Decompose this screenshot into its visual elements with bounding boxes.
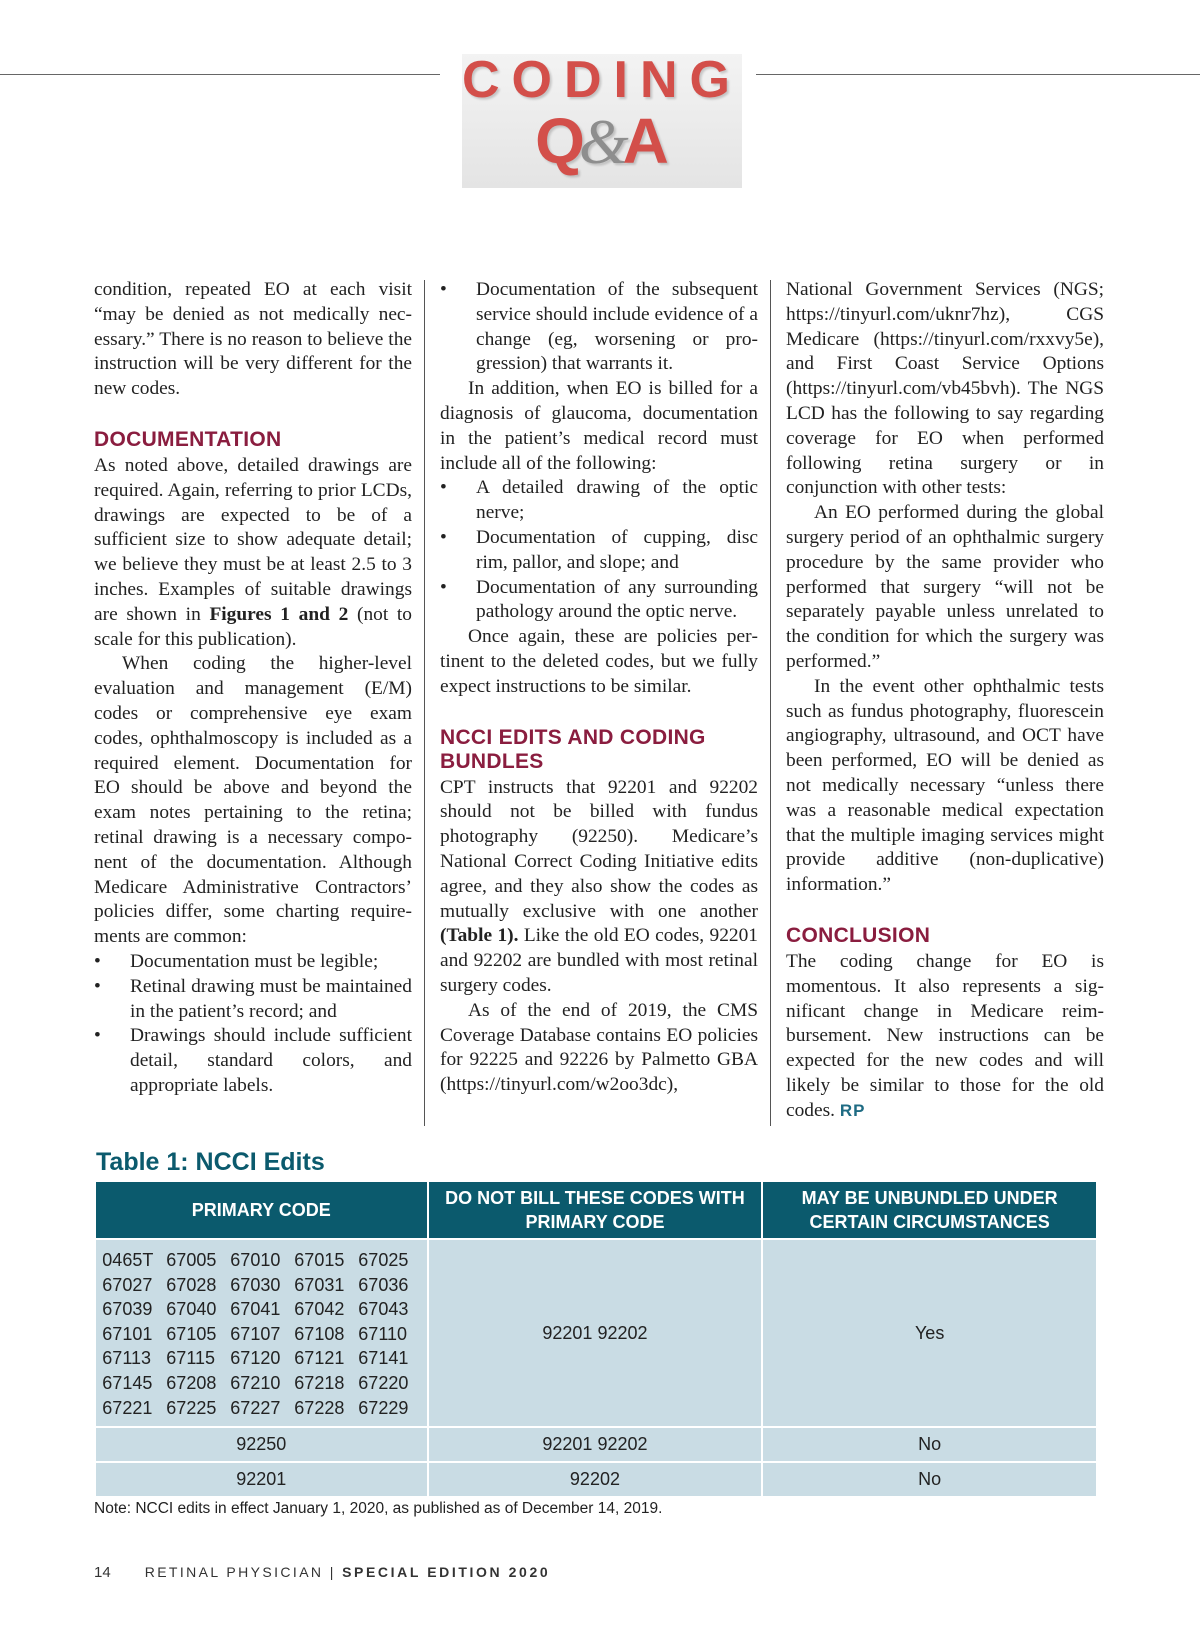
primary-code-cell — [95, 1239, 428, 1427]
primary-code: 67025 — [358, 1250, 409, 1270]
paragraph: An EO performed during the global surgery period of an ophthalmic surgery procedure by the same provider who performed that surgery “will not be separately payable unless unrelated to the condition for which the surgery was performed.” — [786, 502, 1104, 672]
table-title: Table 1: NCCI Edits — [96, 1148, 325, 1176]
column-header-primary-code: PRIMARY CODE — [95, 1181, 428, 1239]
end-mark-rp: RP — [839, 1100, 866, 1120]
paragraph — [786, 950, 1104, 1124]
edition-label: SPECIAL EDITION 2020 — [342, 1564, 551, 1580]
table-header-row — [95, 1181, 1097, 1239]
paragraph: In the event other ophthalmic tests such as fundus photography, fluorescein angiography, ultrasound, and OCT have been performed, EO will be denied as not medically necessary “unless there was a reasonable medical expectation that the multiple imaging services might provide additive (non-duplicative) information.” — [786, 675, 1104, 896]
table-row — [95, 1462, 1097, 1497]
do-not-bill-cell: 92201 92202 — [428, 1427, 763, 1462]
list-item: • Documentation of any surrounding pathology around the optic nerve. — [440, 576, 758, 626]
text-run: (not to scale for this publication). — [94, 603, 412, 650]
ncci-edits-table — [94, 1180, 1098, 1498]
may-be-unbundled-cell: No — [762, 1462, 1097, 1497]
primary-code: 67005 — [166, 1250, 217, 1270]
primary-code: 67221 — [102, 1397, 153, 1418]
table-note: Note: NCCI edits in effect January 1, 2020, as published as of December 14, 2019. — [94, 1500, 663, 1517]
page-footer — [94, 1564, 550, 1581]
header-rule-right — [756, 74, 1200, 75]
paragraph — [440, 776, 758, 999]
paragraph — [94, 454, 412, 652]
primary-code: 67227 — [230, 1397, 281, 1418]
primary-code: 67208 — [166, 1372, 217, 1393]
primary-code: 67110 — [358, 1323, 408, 1344]
primary-code: 67120 — [230, 1348, 281, 1369]
list-item: • Documentation of cupping, disc rim, pallor, and slope; and — [440, 526, 758, 576]
text-run: CPT instructs that 92201 and 92202 should not be billed with fundus photography (92250). Medicare’s National Correct Coding Initiative edits agree, and they also show the codes as mutually exclusive with one another — [440, 776, 758, 922]
paragraph: condition, repeated EO at each visit “may be denied as not medically necessary.” There is no reason to believe the instruction will be very different for the new codes. — [94, 279, 412, 400]
primary-code: 67015 — [294, 1250, 345, 1270]
list-item: • Retinal drawing must be maintained in the patient’s record; and — [94, 975, 412, 1025]
primary-code: 67225 — [166, 1397, 217, 1418]
table-reference: (Table 1). — [440, 925, 519, 947]
primary-code: 67145 — [102, 1372, 153, 1393]
page-number: 14 — [94, 1564, 111, 1581]
primary-code: 67210 — [230, 1372, 281, 1393]
paragraph: In addition, when EO is billed for a diagnosis of glaucoma, documentation in the patient’s medical record must include all of the following: — [440, 378, 758, 474]
may-be-unbundled-cell: Yes — [762, 1239, 1097, 1427]
paragraph: National Government Services (NGS; https://tinyurl.com/uknr7hz), CGS Medicare (https://tinyurl.com/rxxvy5e), and First Coast Service Options (https://tinyurl.com/vb45bvh). The NGS LCD has the following to say regarding coverage for EO when performed following retina surgery or in conjunction with other tests: — [786, 279, 1104, 499]
primary-code: 67107 — [230, 1323, 281, 1344]
primary-code: 67141 — [358, 1348, 409, 1369]
header-rule-left — [0, 74, 440, 75]
primary-code: 67101 — [102, 1323, 153, 1344]
paragraph: As of the end of 2019, the CMS Coverage Database contains EO policies for 92225 and 92226 by Palmetto GBA (https://tinyurl.com/w2oo3dc), — [440, 999, 758, 1096]
text-run: The coding change for EO is momentous. It also represents a significant change in Medicare reimbursement. New instructions can be expected for the new codes and will likely be similar to those for the old codes. — [786, 950, 1104, 1121]
primary-code: 67027 — [102, 1274, 153, 1295]
primary-code: 67105 — [166, 1323, 217, 1344]
figure-reference: Figures 1 and 2 — [209, 603, 349, 625]
paragraph: When coding the higher-level evaluation and management (E/M) codes or comprehensive eye exam codes, ophthalmoscopy is included as a required element. Documentation for EO should be above and beyond the exam notes pertaining to the retina; retinal drawing is a necessary component of the documentation. Although Medicare Administrative Contractors’ policies differ, some charting requirements are common: — [94, 653, 412, 948]
list-item: • Drawings should include sufficient detail, standard colors, and appropriate labels. — [94, 1024, 412, 1098]
primary-code: 67220 — [358, 1372, 409, 1393]
primary-code: 67042 — [294, 1299, 345, 1320]
article-column-1 — [94, 278, 412, 1099]
column-divider-2 — [770, 280, 771, 1126]
text-run: As noted above, detailed drawings are required. Again, referring to prior LCDs, drawings are expected to be of a sufficient size to show adequate detail; we believe they must be at least 2.5 to 3 inches. Examples of suitable drawings are shown in — [94, 454, 412, 625]
primary-code: 67043 — [358, 1299, 409, 1320]
do-not-bill-cell: 92201 92202 — [428, 1239, 763, 1427]
primary-code: 67121 — [294, 1348, 345, 1369]
primary-code: 67030 — [230, 1274, 281, 1295]
footer-separator: | — [329, 1564, 336, 1580]
do-not-bill-cell: 92202 — [428, 1462, 763, 1497]
article-column-2 — [440, 278, 758, 1098]
primary-code: 0465T — [102, 1250, 154, 1270]
primary-code: 67031 — [294, 1274, 345, 1295]
list-item: • Documentation of the subsequent service should include evidence of a change (eg, worsening or progression) that warrants it. — [440, 278, 758, 377]
section-logo-coding: CODING — [462, 51, 742, 109]
bullet-list — [440, 476, 758, 625]
text-run: Like the old EO codes, 92201 and 92202 are bundled with most retinal surgery codes. — [440, 925, 758, 996]
list-item: • Documentation must be legible; — [94, 950, 412, 975]
primary-code-list — [96, 1240, 427, 1426]
article-column-3 — [786, 278, 1104, 1124]
primary-code: 67036 — [358, 1274, 409, 1295]
list-item: • A detailed drawing of the optic nerve; — [440, 476, 758, 526]
primary-code: 67040 — [166, 1299, 217, 1320]
column-divider-1 — [424, 280, 425, 1126]
table-row — [95, 1239, 1097, 1427]
publication-name: RETINAL PHYSICIAN — [144, 1564, 324, 1580]
primary-code: 67113 — [102, 1348, 152, 1369]
primary-code: 67108 — [294, 1323, 345, 1344]
primary-code: 67229 — [358, 1397, 409, 1418]
column-header-do-not-bill: DO NOT BILL THESE CODES WITH PRIMARY CODE — [428, 1181, 763, 1239]
primary-code: 67010 — [230, 1250, 281, 1270]
primary-code: 67041 — [230, 1299, 281, 1320]
bullet-list — [440, 278, 758, 377]
primary-code: 67039 — [102, 1299, 153, 1320]
primary-code: 67028 — [166, 1274, 217, 1295]
may-be-unbundled-cell: No — [762, 1427, 1097, 1462]
primary-code: 67228 — [294, 1397, 345, 1418]
paragraph: Once again, these are policies pertinent to the deleted codes, but we fully expect instructions to be similar. — [440, 626, 758, 697]
table-row — [95, 1427, 1097, 1462]
section-heading-conclusion: CONCLUSION — [786, 923, 931, 947]
column-header-may-be-unbundled: MAY BE UNBUNDLED UNDER CERTAIN CIRCUMSTANCES — [762, 1181, 1097, 1239]
primary-code-cell: 92201 — [95, 1462, 428, 1497]
primary-code: 67115 — [166, 1348, 216, 1369]
primary-code-cell: 92250 — [95, 1427, 428, 1462]
primary-code: 67218 — [294, 1372, 345, 1393]
logo-a: A — [622, 105, 669, 177]
section-heading-ncci-edits: NCCI EDITS AND CODING BUNDLES — [440, 725, 706, 773]
bullet-list — [94, 950, 412, 1099]
logo-ampersand: & — [578, 106, 629, 177]
section-heading-documentation: DOCUMENTATION — [94, 427, 282, 451]
section-logo-qa — [462, 104, 742, 179]
logo-q: Q — [535, 105, 585, 177]
